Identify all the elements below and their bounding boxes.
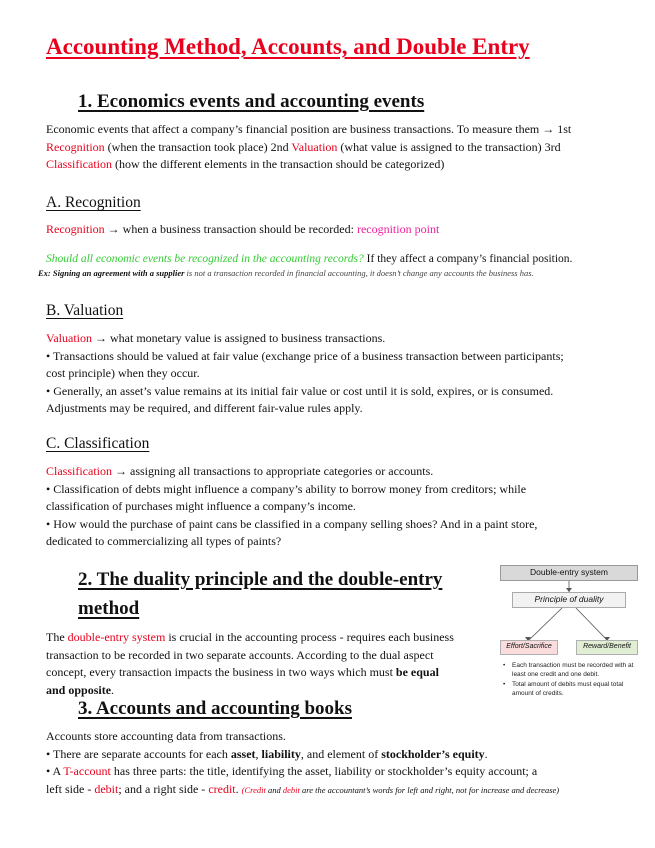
diagram-top-box: Double-entry system [500, 565, 638, 581]
definition-text: → assigning all transactions to appropriate categories or accounts. [112, 464, 434, 478]
double-entry-term: double-entry system [67, 630, 166, 644]
classification-term: Classification [46, 157, 112, 171]
recognition-question [46, 251, 572, 267]
diagram-bullet: • Each transaction must be recorded with at least one credit and one debit. [502, 662, 640, 679]
body-text: The [46, 630, 68, 644]
double-entry-diagram [500, 565, 640, 715]
body-text: ; and a right side - [118, 781, 209, 796]
intro-text: (when the transaction took place) 2nd [104, 139, 292, 154]
diagram-bullet: • Total amount of debits must equal total amount of credits. [502, 681, 640, 698]
section-3-heading: 3. Accounts and accounting books [78, 698, 352, 719]
note-text: and [265, 784, 283, 795]
body-text: concept, every transaction impacts the business in two ways which must [46, 665, 396, 679]
note-debit: debit [282, 784, 300, 795]
valuation-line: Adjustments may be required, and different fair-value rules apply. [46, 401, 363, 415]
body-text: is crucial in the accounting process - requires each business [165, 630, 454, 644]
body-text: has three parts: the title, identifying the asset, liability or stockholder’s equity account; a [110, 764, 538, 778]
valuation-line: • Generally, an asset’s value remains at its initial fair value or cost until it is sold, expires, or is consumed. [46, 383, 554, 398]
classification-line: dedicated to commercializing all types of paints? [46, 534, 282, 548]
body-text: . [484, 746, 488, 761]
t-account-term: T-account [63, 764, 111, 778]
classification-heading: C. Classification [46, 435, 150, 452]
valuation-line: • Transactions should be valued at fair value (exchange price of a business transaction between participants; [46, 348, 564, 363]
intro-line-3 [46, 156, 571, 174]
definition-text: → when a business transaction should be recorded: [104, 222, 357, 236]
accounts-line [46, 781, 559, 800]
duality-line [46, 682, 454, 700]
body-text: , [255, 746, 262, 761]
note-text: are the accountant’s words for left and right, not for increase and decrease) [299, 784, 560, 795]
body-text: • A [46, 764, 64, 778]
answer-text: If they affect a company’s financial position. [363, 253, 573, 265]
body-text: left side - [46, 781, 95, 796]
recognition-term: Recognition [46, 139, 105, 154]
credit-debit-note [242, 785, 559, 795]
asset-term: asset [230, 746, 256, 761]
note-credit: (Credit [241, 784, 266, 795]
valuation-line: cost principle) when they occur. [46, 366, 200, 380]
classification-definition [46, 463, 537, 481]
intro-text: (what value is assigned to the transaction) 3rd [337, 139, 561, 154]
opposite-term: and opposite [46, 682, 112, 697]
valuation-term: Valuation [46, 331, 92, 345]
recognition-point-term: recognition point [356, 222, 440, 236]
accounts-line [46, 746, 559, 764]
debit-term: debit [94, 781, 119, 796]
classification-line: • Classification of debts might influence a company’s ability to borrow money from creditors; while [46, 481, 527, 496]
classification-body [46, 463, 537, 551]
page-title: Accounting Method, Accounts, and Double Entry [46, 34, 530, 59]
valuation-definition [46, 330, 564, 348]
duality-line [46, 629, 454, 647]
classification-line: classification of purchases might influence a company’s income. [46, 499, 356, 513]
accounts-line [46, 763, 559, 781]
classification-term: Classification [46, 464, 112, 478]
intro-text: (how the different elements in the transaction should be categorized) [112, 157, 445, 171]
body-text: . [111, 682, 115, 697]
body-text: . [235, 781, 242, 796]
valuation-term: Valuation [291, 139, 338, 154]
section-2-body [46, 629, 454, 699]
diagram-bullets [502, 662, 640, 700]
body-text: • There are separate accounts for each [46, 746, 231, 761]
section-1-heading: 1. Economics events and accounting events [78, 91, 425, 112]
body-text: , and element of [300, 746, 382, 761]
recognition-example [38, 267, 534, 279]
diagram-middle-box: Principle of duality [512, 592, 626, 608]
section-2-heading-line-2: method [78, 598, 140, 619]
equity-term: stockholder’s equity [381, 746, 485, 761]
recognition-term: Recognition [46, 222, 105, 236]
recognition-definition [46, 221, 439, 238]
equal-term: be equal [395, 665, 439, 679]
valuation-body [46, 330, 564, 418]
duality-line: transaction to be recorded in two separate accounts. According to the dual aspect [46, 647, 434, 662]
duality-line [46, 664, 454, 682]
recognition-heading: A. Recognition [46, 194, 141, 211]
example-label: Ex: Signing an agreement with a supplier [38, 268, 185, 278]
valuation-heading: B. Valuation [46, 302, 124, 319]
intro-line-2 [46, 139, 571, 157]
classification-line: • How would the purchase of paint cans be classified in a company selling shoes? And in a paint store, [46, 516, 538, 531]
section-2-heading-line-1: 2. The duality principle and the double-entry [78, 569, 443, 590]
diagram-left-box: Effort/Sacrifice [500, 640, 558, 655]
accounts-line: Accounts store accounting data from transactions. [46, 729, 286, 743]
question-text: Should all economic events be recognized in the accounting records? [46, 253, 364, 265]
credit-term: credit [208, 781, 236, 796]
section-3-body [46, 728, 559, 799]
section-1-intro [46, 121, 571, 174]
intro-line-1: Economic events that affect a company’s financial position are business transactions. To measure them → 1st [46, 122, 572, 136]
diagram-right-box: Reward/Benefit [576, 640, 638, 655]
definition-text: → what monetary value is assigned to business transactions. [92, 331, 386, 345]
example-text: is not a transaction recorded in financial accounting, it doesn’t change any accounts the business has. [184, 268, 534, 278]
liability-term: liability [261, 746, 301, 761]
